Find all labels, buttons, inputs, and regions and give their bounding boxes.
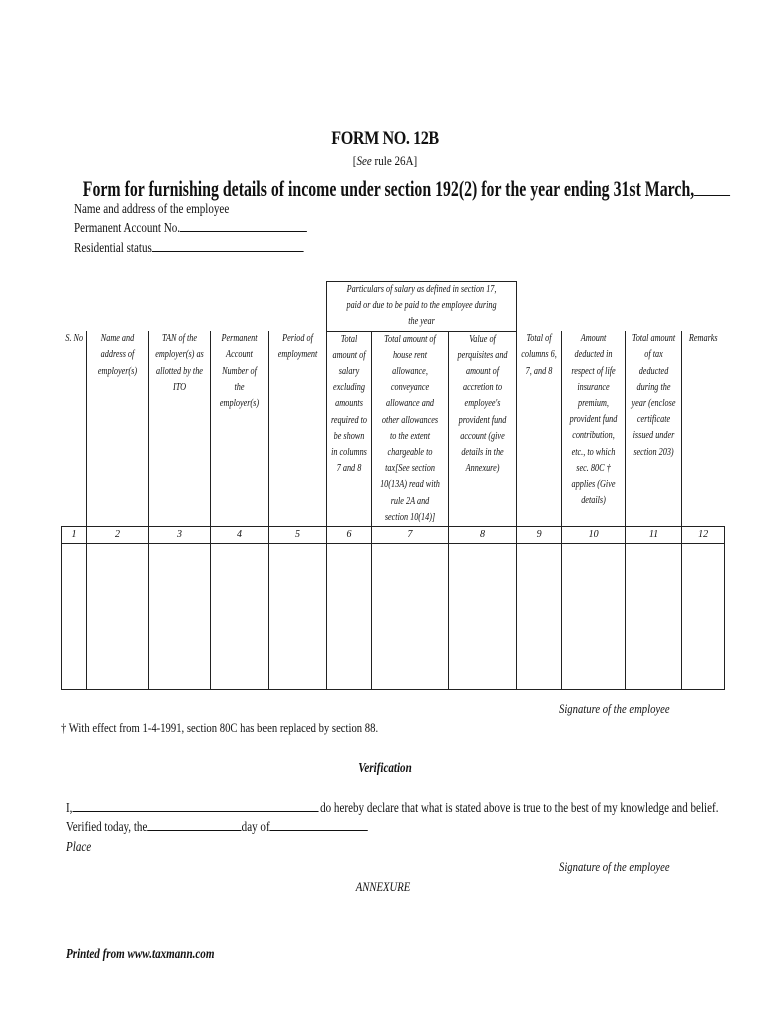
- col-header-9: [517, 331, 562, 526]
- col-header-2: [87, 331, 149, 526]
- col-number-7: 7: [372, 527, 449, 544]
- entry-cell-8[interactable]: [449, 544, 517, 690]
- col-header-text-8: Value of perquisites and amount of accretion to employee's provident fund account (give details in the Annexure): [457, 333, 508, 475]
- col-header-8: [449, 331, 517, 526]
- residential-field[interactable]: [152, 251, 304, 252]
- group-header-spacer-right: [517, 282, 725, 332]
- verified-month-field[interactable]: [270, 830, 368, 831]
- declaration-prefix: I,: [66, 800, 73, 815]
- column-header-row: [62, 331, 725, 526]
- col-number-10: 10: [562, 527, 626, 544]
- verification-signature-label: Signature of the employee: [559, 859, 670, 874]
- col-number-11: 11: [626, 527, 682, 544]
- col-header-text-1: S. No: [64, 333, 83, 345]
- col-header-text-12: Remarks: [688, 333, 718, 345]
- col-header-1: [62, 331, 87, 526]
- rule-see: See: [356, 153, 372, 168]
- col-number-8: 8: [449, 527, 517, 544]
- residential-label: Residential status: [74, 240, 152, 255]
- col-number-12: 12: [682, 527, 725, 544]
- col-header-12: [682, 331, 725, 526]
- declaration-text: do hereby declare that what is stated above is true to the best of my knowledge and belief.: [320, 800, 719, 815]
- rule-ref-text: rule 26A]: [371, 153, 418, 168]
- declaration-line: [66, 800, 718, 816]
- col-header-6: [327, 331, 372, 526]
- group-header-cell: [327, 282, 517, 332]
- group-header-row: [62, 282, 725, 332]
- col-header-3: [149, 331, 211, 526]
- entry-cell-2[interactable]: [87, 544, 149, 690]
- form-title: [82, 176, 695, 202]
- pan-field[interactable]: [180, 231, 307, 232]
- residential-line: [74, 240, 303, 256]
- printed-from-footer: Printed from www.taxmann.com: [66, 946, 215, 961]
- table-row: [62, 544, 725, 690]
- rule-reference: [58, 153, 713, 169]
- declarant-name-field[interactable]: [72, 811, 318, 812]
- verified-today-label: Verified today, the: [66, 819, 148, 834]
- entry-cell-1[interactable]: [62, 544, 87, 690]
- employee-signature-label: Signature of the employee: [559, 701, 670, 716]
- footnote: † With effect from 1-4-1991, section 80C has been replaced by section 88.: [61, 720, 379, 735]
- col-header-text-3: TAN of the employer(s) as allotted by the ITO: [155, 333, 204, 393]
- entry-cell-6[interactable]: [327, 544, 372, 690]
- place-label: Place: [66, 839, 92, 854]
- verified-day-field[interactable]: [147, 830, 241, 831]
- entry-cell-5[interactable]: [269, 544, 327, 690]
- annexure-heading: ANNEXURE: [355, 879, 411, 894]
- col-header-text-10: Amount deducted in respect of life insurance premium, provident fund contribution, etc., to which sec. 80C † applies (Give details): [569, 333, 618, 507]
- rule-open-bracket: [: [352, 153, 357, 168]
- form-number: FORM NO. 12B: [331, 128, 439, 149]
- col-number-6: 6: [327, 527, 372, 544]
- employee-name-address-label: Name and address of the employee: [74, 201, 230, 216]
- entry-cell-9[interactable]: [517, 544, 562, 690]
- pan-line: [74, 220, 307, 236]
- salary-details-table: [61, 281, 725, 690]
- col-header-4: [211, 331, 269, 526]
- col-header-7: [372, 331, 449, 526]
- col-header-text-7: Total amount of house rent allowance, conveyance allowance and other allowances to the extent chargeable to tax[See section 10(13A) read with rule 2A and section 10(14)]: [380, 333, 440, 523]
- col-header-text-9: Total of columns 6, 7, and 8: [521, 333, 557, 377]
- col-header-text-6: Total amount of salary excluding amounts required to be shown in columns 7 and 8: [330, 333, 368, 475]
- form-title-text: Form for furnishing details of income under section 192(2) for the year ending 31st March,: [82, 176, 695, 201]
- verification-heading: Verification: [358, 760, 412, 775]
- col-header-10: [562, 331, 626, 526]
- col-number-1: 1: [62, 527, 87, 544]
- col-number-2: 2: [87, 527, 149, 544]
- pan-label: Permanent Account No.: [74, 220, 181, 235]
- entry-cell-10[interactable]: [562, 544, 626, 690]
- col-header-text-5: Period of employment: [277, 333, 318, 361]
- entry-cell-11[interactable]: [626, 544, 682, 690]
- col-number-4: 4: [211, 527, 269, 544]
- year-blank[interactable]: [694, 195, 730, 196]
- col-header-text-2: Name and address of employer(s): [97, 333, 138, 377]
- entry-cell-4[interactable]: [211, 544, 269, 690]
- col-header-text-4: Permanent Account Number of the employer(s): [219, 333, 260, 409]
- col-number-9: 9: [517, 527, 562, 544]
- column-number-row: [62, 527, 725, 544]
- group-header-spacer: [62, 282, 327, 332]
- entry-cell-3[interactable]: [149, 544, 211, 690]
- entry-cell-7[interactable]: [372, 544, 449, 690]
- col-number-3: 3: [149, 527, 211, 544]
- group-header-text: Particulars of salary as defined in section 17, paid or due to be paid to the employee during the year: [346, 284, 497, 328]
- day-of-label: day of: [241, 819, 270, 834]
- col-header-11: [626, 331, 682, 526]
- col-header-5: [269, 331, 327, 526]
- entry-cell-12[interactable]: [682, 544, 725, 690]
- col-header-text-11: Total amount of tax deducted during the year (enclose certificate issued under section 203): [631, 333, 676, 458]
- verified-date-line: [66, 819, 368, 835]
- col-number-5: 5: [269, 527, 327, 544]
